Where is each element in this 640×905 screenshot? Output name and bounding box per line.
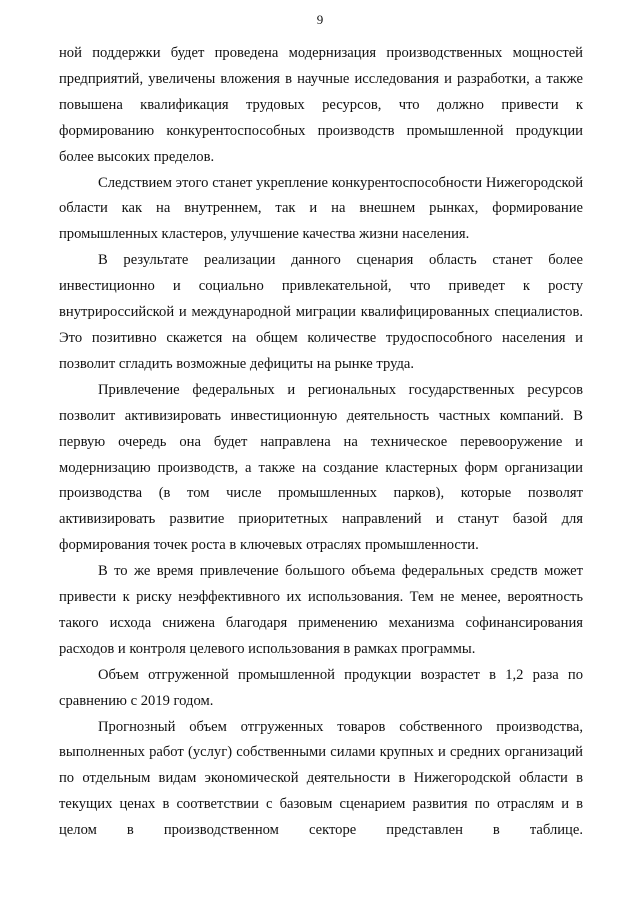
paragraph-competitiveness: Следствием этого станет укрепление конкурентоспособности Нижегородской области как на внутреннем, так и на внешнем рынках, формирование промышленных кластеров, улучшение качества жизни населения.: [59, 174, 583, 243]
paragraph-forecast: Прогнозный объем отгруженных товаров собственного производства, выполненных работ (услуг) собственными силами крупных и средних организаций по отдельным видам экономической деятельности в Нижегородской области в текущих ценах в соответствии с базовым сценарием развития по отраслям и в целом в производственном секторе представлен в таблице.: [59, 718, 583, 839]
page-number: 9: [316, 12, 324, 27]
paragraph-resources: Привлечение федеральных и региональных государственных ресурсов позволит активизировать инвестиционную деятельность частных компаний. В первую очередь она будет направлена на техническое перевооружение и модернизацию производств, а также на создание кластерных форм организации производства (в том числе промышленных парков), которые позволят активизировать развитие приоритетных направлений и станут базой для формирования точек роста в ключевых отраслях промышленности.: [59, 381, 583, 554]
paragraph-continuation: ной поддержки будет проведена модернизация производственных мощностей предприятий, увеличены вложения в научные исследования и разработки, а также повышена квалификация трудовых ресурсов, что должно привести к формированию конкурентоспособных производств промышленной продукции более высоких пределов.: [59, 45, 583, 165]
paragraph-volume: Объем отгруженной промышленной продукции возрастет в 1,2 раза по сравнению с 2019 годом.: [59, 666, 583, 709]
document-body: [59, 41, 583, 844]
paragraph-risk: В то же время привлечение большого объема федеральных средств может привести к риску неэффективного их использования. Тем не менее, вероятность такого исхода снижена благодаря применению механизма софинансирования расходов и контроля целевого использования в рамках программы.: [59, 563, 583, 657]
paragraph-attractiveness: В результате реализации данного сценария область станет более инвестиционно и социально привлекательной, что приведет к росту внутрироссийской и международной миграции квалифицированных специалистов. Это позитивно скажется на общем количестве трудоспособного населения и позволит сгладить возможные дефициты на рынке труда.: [59, 252, 583, 372]
